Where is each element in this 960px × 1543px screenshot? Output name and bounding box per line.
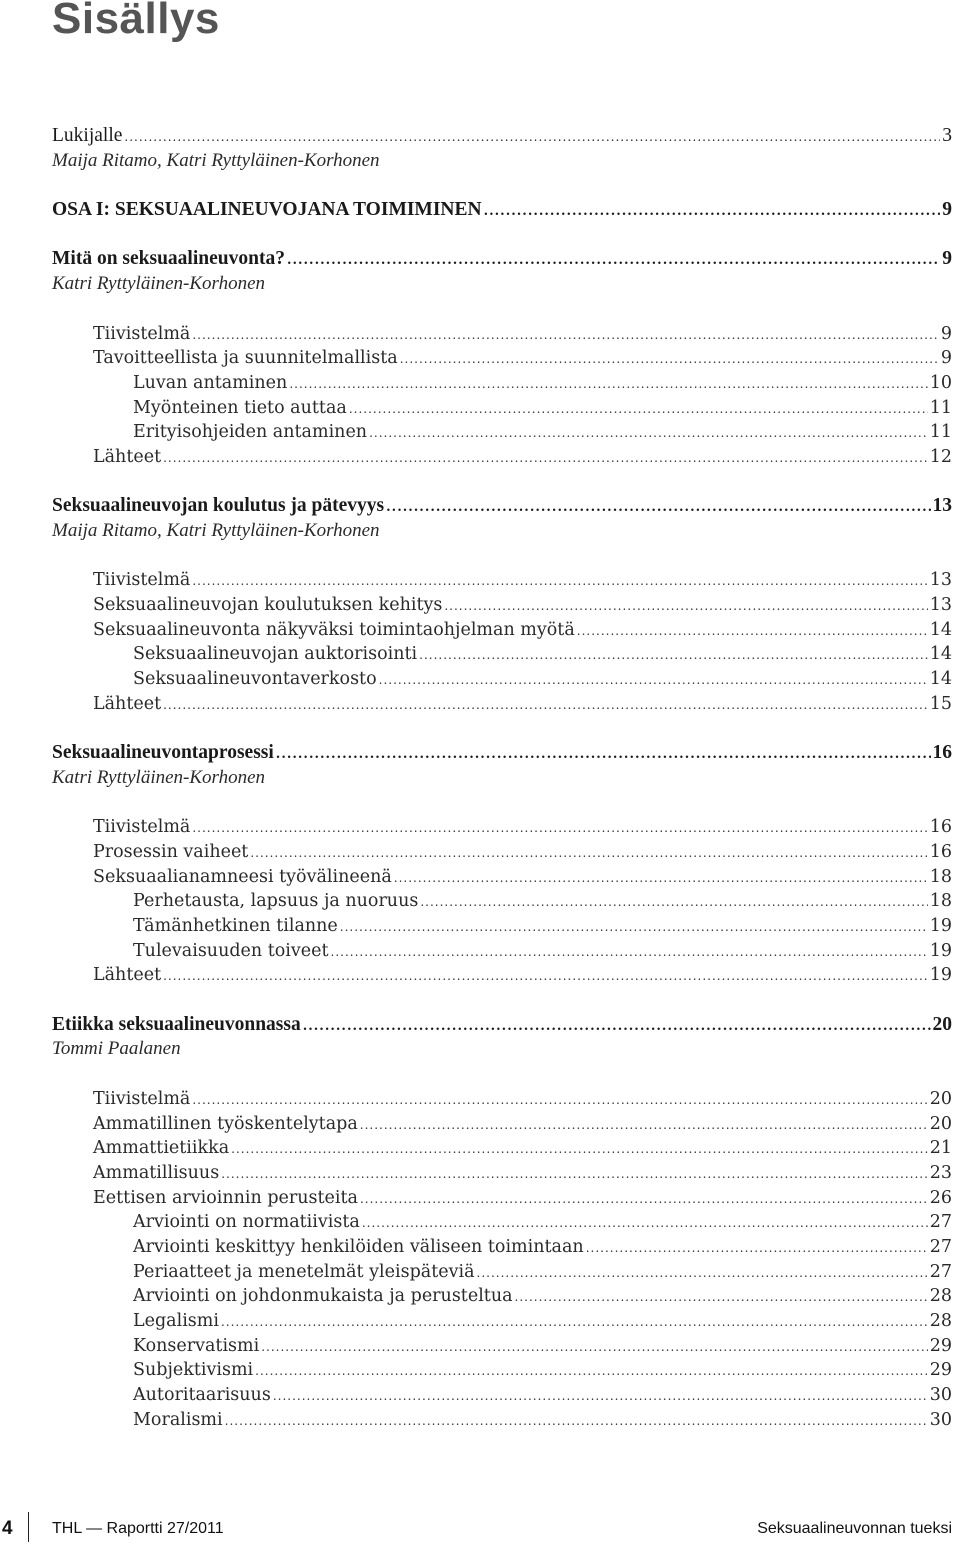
toc-entry-page: 13 bbox=[929, 570, 952, 591]
toc-spacer bbox=[52, 470, 952, 495]
toc-leader-dots bbox=[360, 1187, 928, 1212]
toc-leader-dots bbox=[289, 372, 927, 397]
toc-entry-label: Mitä on seksuaalineuvonta? bbox=[52, 248, 285, 270]
toc-entry-page: 26 bbox=[929, 1187, 952, 1208]
page-title: Sisällys bbox=[52, 0, 220, 43]
toc-leader-dots bbox=[192, 323, 939, 348]
toc-entry-label: Arviointi keskittyy henkilöiden väliseen toimintaan bbox=[133, 1236, 584, 1257]
toc-entry-label: Seksuaalineuvontaverkosto bbox=[133, 669, 377, 690]
toc-entry-page: 3 bbox=[942, 125, 952, 146]
toc-entry-l2[interactable] bbox=[52, 420, 952, 445]
toc-entry-page: 9 bbox=[940, 323, 952, 344]
toc-author: Maija Ritamo, Katri Ryttyläinen-Korhonen bbox=[52, 520, 380, 541]
toc-entry-page: 9 bbox=[940, 348, 952, 369]
toc-entry-page: 15 bbox=[929, 693, 952, 714]
toc-entry-l2[interactable] bbox=[52, 1383, 952, 1408]
toc-leader-dots bbox=[225, 1409, 928, 1434]
toc-entry-label: Moralismi bbox=[133, 1409, 223, 1430]
toc-entry-l1[interactable] bbox=[52, 593, 952, 618]
toc-leader-dots bbox=[360, 1113, 928, 1138]
toc-entry-label: Ammatillisuus bbox=[93, 1162, 220, 1183]
toc-entry-l1[interactable] bbox=[52, 1136, 952, 1161]
toc-entry-label: Arviointi on normatiivista bbox=[133, 1212, 360, 1233]
toc-leader-dots bbox=[394, 866, 928, 891]
toc-entry-page: 13 bbox=[929, 595, 952, 616]
toc-entry-l2[interactable] bbox=[52, 642, 952, 667]
toc-entry-label: Tämänhetkinen tilanne bbox=[133, 916, 338, 936]
toc-leader-dots bbox=[255, 1359, 928, 1384]
footer-publication: THL — Raportti 27/2011 bbox=[52, 1520, 224, 1537]
toc-entry-label: Lukijalle bbox=[52, 125, 123, 146]
toc-entry-page: 13 bbox=[932, 495, 952, 517]
toc-entry-label: Seksuaalineuvontaprosessi bbox=[52, 742, 274, 764]
toc-entry-top[interactable] bbox=[52, 124, 952, 149]
toc-author: Katri Ryttyläinen-Korhonen bbox=[52, 766, 266, 788]
toc-entry-l1[interactable] bbox=[52, 618, 952, 643]
toc-entry-l1[interactable] bbox=[52, 840, 952, 865]
toc-leader-dots bbox=[303, 1015, 931, 1040]
toc-entry-main[interactable] bbox=[52, 741, 952, 766]
toc-entry-l2[interactable] bbox=[52, 1408, 952, 1433]
toc-entry-l1[interactable] bbox=[52, 1186, 952, 1211]
toc-entry-l2[interactable] bbox=[52, 1358, 952, 1383]
toc-entry-l2[interactable] bbox=[52, 914, 952, 939]
toc-leader-dots bbox=[362, 1211, 928, 1236]
toc-entry-label: Lähteet bbox=[93, 965, 162, 986]
toc-entry-label: Seksuaalineuvojan koulutuksen kehitys bbox=[93, 595, 443, 616]
toc-leader-dots bbox=[163, 446, 928, 471]
toc-spacer bbox=[52, 717, 952, 742]
toc-entry-l1[interactable] bbox=[52, 568, 952, 593]
toc-entry-page: 18 bbox=[929, 891, 952, 912]
toc-entry-page: 9 bbox=[942, 199, 952, 221]
toc-entry-label: Seksuaalineuvonta näkyväksi toimintaohjelman myötä bbox=[93, 619, 575, 640]
toc-entry-page: 30 bbox=[929, 1385, 952, 1406]
toc-entry-label: Tiivistelmä bbox=[93, 570, 191, 591]
toc-leader-dots bbox=[420, 890, 927, 915]
toc-leader-dots bbox=[287, 249, 940, 274]
toc-entry-page: 11 bbox=[929, 397, 952, 418]
toc-entry-l2[interactable] bbox=[52, 1210, 952, 1235]
toc-entry-main[interactable] bbox=[52, 1013, 952, 1038]
toc-entry-label: Luvan antaminen bbox=[133, 372, 288, 393]
toc-entry-l2[interactable] bbox=[52, 939, 952, 964]
toc-leader-dots bbox=[349, 397, 928, 422]
toc-spacer bbox=[52, 173, 952, 198]
toc-entry-l2[interactable] bbox=[52, 1235, 952, 1260]
toc-entry-label: Tavoitteellista ja suunnitelmallista bbox=[93, 348, 398, 369]
toc-entry-label: Autoritaarisuus bbox=[133, 1385, 271, 1406]
toc-entry-label: Konservatismi bbox=[133, 1335, 260, 1356]
toc-leader-dots bbox=[400, 347, 939, 372]
toc-entry-page: 14 bbox=[929, 644, 952, 665]
toc-entry-page: 28 bbox=[929, 1286, 952, 1307]
toc-entry-l2[interactable] bbox=[52, 396, 952, 421]
toc-leader-dots bbox=[331, 940, 928, 965]
toc-entry-label: Tiivistelmä bbox=[93, 1088, 191, 1109]
toc-spacer bbox=[52, 223, 952, 248]
toc-entry-l2[interactable] bbox=[52, 1260, 952, 1285]
toc-entry-page: 20 bbox=[929, 1113, 952, 1134]
toc-entry-main[interactable] bbox=[52, 198, 952, 223]
toc-author: Katri Ryttyläinen-Korhonen bbox=[52, 273, 266, 295]
toc-entry-label: Seksuaalineuvojan auktorisointi bbox=[133, 644, 418, 665]
toc-leader-dots bbox=[379, 668, 928, 693]
toc-entry-l1[interactable] bbox=[52, 1087, 952, 1112]
toc-entry-page: 16 bbox=[929, 817, 952, 838]
toc-leader-dots bbox=[276, 743, 931, 768]
toc-entry-page: 19 bbox=[929, 940, 952, 961]
toc-entry-page: 19 bbox=[929, 916, 952, 936]
toc-entry-page: 30 bbox=[929, 1409, 952, 1430]
toc-entry-label: Subjektivismi bbox=[133, 1360, 254, 1381]
toc-entry-l1[interactable] bbox=[52, 692, 952, 717]
toc-leader-dots bbox=[221, 1162, 928, 1187]
toc-entry-label: Legalismi bbox=[133, 1311, 219, 1331]
footer-divider bbox=[28, 1512, 29, 1542]
page-footer bbox=[0, 1512, 960, 1542]
toc-entry-l2[interactable] bbox=[52, 1309, 952, 1334]
toc-entry-label: Seksuaalianamneesi työvälineenä bbox=[93, 866, 392, 887]
toc-entry-page: 27 bbox=[929, 1236, 952, 1257]
toc-author: Tommi Paalanen bbox=[52, 1038, 181, 1060]
toc-leader-dots bbox=[273, 1384, 928, 1409]
toc-entry-label: Eettisen arvioinnin perusteita bbox=[93, 1187, 358, 1208]
toc-entry-l2[interactable] bbox=[52, 1284, 952, 1309]
toc-entry-l1[interactable] bbox=[52, 1112, 952, 1137]
toc-entry-label: Etiikka seksuaalineuvonnassa bbox=[52, 1013, 301, 1035]
toc-entry-main[interactable] bbox=[52, 247, 952, 272]
toc-entry-page: 20 bbox=[929, 1088, 952, 1109]
toc-entry-label: Periaatteet ja menetelmät yleispäteviä bbox=[133, 1261, 475, 1282]
toc-entry-label: Ammatillinen työskentelytapa bbox=[93, 1113, 358, 1134]
toc-spacer bbox=[52, 791, 952, 816]
toc-leader-dots bbox=[261, 1335, 927, 1360]
toc-leader-dots bbox=[515, 1285, 928, 1310]
toc-leader-dots bbox=[484, 200, 941, 225]
toc-spacer bbox=[52, 297, 952, 322]
toc-entry-main[interactable] bbox=[52, 494, 952, 519]
footer-page-number: 4 bbox=[2, 1518, 13, 1539]
toc-spacer bbox=[52, 544, 952, 569]
toc-leader-dots bbox=[192, 1088, 927, 1113]
toc-entry-page: 20 bbox=[932, 1013, 952, 1035]
toc-entry-page: 14 bbox=[929, 619, 952, 640]
toc-entry-l1[interactable] bbox=[52, 865, 952, 890]
toc-entry-page: 16 bbox=[932, 742, 952, 764]
toc-leader-dots bbox=[444, 594, 927, 619]
toc-leader-dots bbox=[477, 1261, 928, 1286]
toc-leader-dots bbox=[419, 643, 928, 668]
toc-leader-dots bbox=[163, 693, 928, 718]
toc-entry-label: Myönteinen tieto auttaa bbox=[133, 397, 347, 418]
toc-spacer bbox=[52, 988, 952, 1013]
toc-entry-label: Perhetausta, lapsuus ja nuoruus bbox=[133, 891, 419, 912]
toc-entry-page: 9 bbox=[942, 248, 952, 270]
toc-entry-page: 29 bbox=[929, 1335, 952, 1356]
toc-leader-dots bbox=[192, 569, 927, 594]
toc-entry-label: Arviointi on johdonmukaista ja perusteltua bbox=[133, 1286, 513, 1307]
toc-entry-page: 12 bbox=[929, 446, 952, 467]
toc-entry-label: OSA I: SEKSUAALINEUVOJANA TOIMIMINEN bbox=[52, 199, 482, 221]
footer-book-title: Seksuaalineuvonnan tueksi bbox=[757, 1520, 952, 1537]
toc-entry-page: 27 bbox=[929, 1261, 952, 1282]
toc-entry-l1[interactable] bbox=[52, 963, 952, 988]
toc-entry-page: 10 bbox=[929, 372, 952, 393]
toc-entry-page: 18 bbox=[929, 866, 952, 887]
toc-entry-label: Lähteet bbox=[93, 693, 162, 714]
toc-leader-dots bbox=[192, 816, 927, 841]
toc-entry-label: Lähteet bbox=[93, 446, 162, 467]
toc-entry-l1[interactable] bbox=[52, 346, 952, 371]
toc-entry-l2[interactable] bbox=[52, 889, 952, 914]
toc-entry-l1[interactable] bbox=[52, 445, 952, 470]
toc-leader-dots bbox=[340, 915, 928, 940]
toc-leader-dots bbox=[369, 421, 928, 446]
toc-entry-l1[interactable] bbox=[52, 1161, 952, 1186]
toc-entry-page: 27 bbox=[929, 1212, 952, 1233]
toc-leader-dots bbox=[250, 841, 927, 866]
toc-leader-dots bbox=[386, 496, 930, 521]
toc-leader-dots bbox=[124, 125, 940, 150]
toc-leader-dots bbox=[586, 1236, 928, 1261]
toc-leader-dots bbox=[163, 964, 928, 989]
toc-entry-label: Ammattietiikka bbox=[93, 1138, 230, 1159]
toc-entry-label: Erityisohjeiden antaminen bbox=[133, 422, 368, 443]
toc-entry-page: 28 bbox=[929, 1311, 952, 1331]
toc-entry-page: 23 bbox=[929, 1162, 952, 1183]
toc-leader-dots bbox=[577, 619, 928, 644]
toc-entry-l1[interactable] bbox=[52, 815, 952, 840]
toc-leader-dots bbox=[221, 1310, 928, 1335]
toc-entry-label: Tulevaisuuden toiveet bbox=[133, 940, 329, 961]
toc-entry-label: Tiivistelmä bbox=[93, 817, 191, 838]
table-of-contents bbox=[52, 124, 952, 1432]
toc-entry-page: 19 bbox=[929, 965, 952, 986]
toc-entry-l2[interactable] bbox=[52, 1334, 952, 1359]
toc-entry-page: 11 bbox=[929, 422, 952, 443]
toc-entry-l2[interactable] bbox=[52, 667, 952, 692]
toc-entry-l2[interactable] bbox=[52, 371, 952, 396]
toc-entry-l1[interactable] bbox=[52, 322, 952, 347]
toc-author: Maija Ritamo, Katri Ryttyläinen-Korhonen bbox=[52, 149, 380, 171]
toc-leader-dots bbox=[231, 1137, 928, 1162]
toc-entry-label: Tiivistelmä bbox=[93, 323, 191, 344]
toc-entry-page: 21 bbox=[929, 1138, 952, 1159]
toc-entry-page: 29 bbox=[929, 1360, 952, 1381]
toc-spacer bbox=[52, 1062, 952, 1087]
toc-entry-label: Prosessin vaiheet bbox=[93, 841, 249, 862]
toc-entry-page: 16 bbox=[929, 841, 952, 862]
toc-entry-page: 14 bbox=[929, 669, 952, 690]
toc-entry-label: Seksuaalineuvojan koulutus ja pätevyys bbox=[52, 495, 385, 517]
